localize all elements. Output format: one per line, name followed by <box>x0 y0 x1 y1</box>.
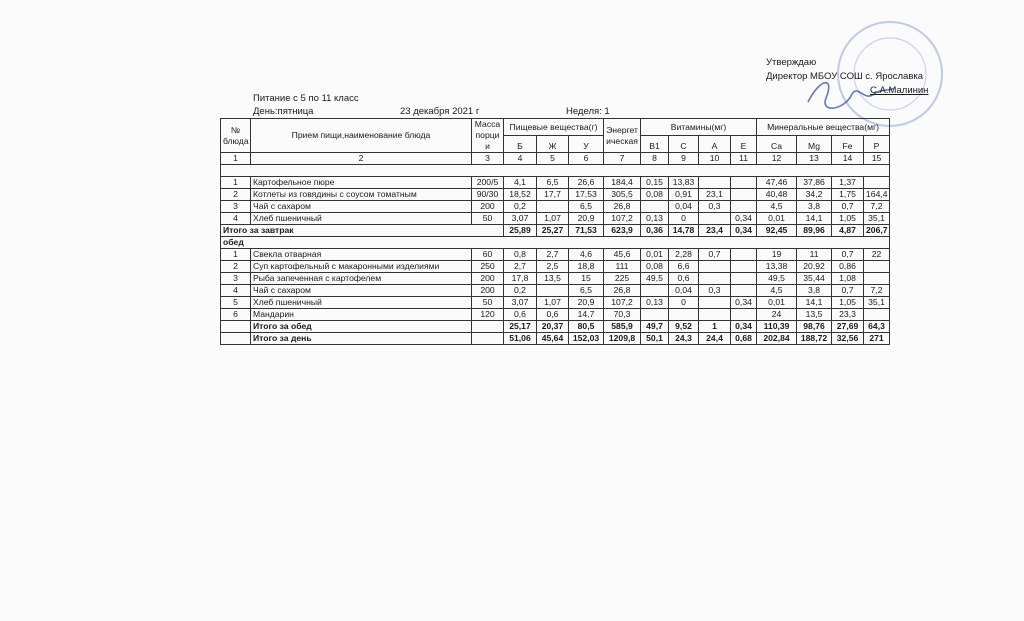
table-cell: 200 <box>472 201 504 213</box>
table-cell: 0,7 <box>832 285 864 297</box>
total-value: 1 <box>699 321 731 333</box>
table-cell: 0,7 <box>832 201 864 213</box>
table-cell: 23,1 <box>699 189 731 201</box>
table-cell: 17,7 <box>537 189 569 201</box>
table-cell: 26,6 <box>569 177 604 189</box>
table-cell: 20,92 <box>797 261 832 273</box>
table-cell: 200 <box>472 285 504 297</box>
col-index-cell: 9 <box>669 153 699 165</box>
col-index-cell: 8 <box>641 153 669 165</box>
table-cell: 35,44 <box>797 273 832 285</box>
dish-name: Чай с сахаром <box>251 201 472 213</box>
table-cell: 1,05 <box>832 213 864 225</box>
col-index-cell: 7 <box>604 153 641 165</box>
total-value: 20,37 <box>537 321 569 333</box>
table-cell: 1 <box>221 177 251 189</box>
table-cell: 0,8 <box>504 249 537 261</box>
col-energy-header: Энергетическая <box>604 119 641 153</box>
table-cell: 4,5 <box>757 285 797 297</box>
table-cell <box>537 201 569 213</box>
table-row <box>221 189 890 201</box>
table-cell <box>731 261 757 273</box>
table-cell: 13,83 <box>669 177 699 189</box>
total-value: 0,36 <box>641 225 669 237</box>
col-vitamins-header: Витамины(мг) <box>641 119 757 136</box>
col-index-cell: 10 <box>699 153 731 165</box>
table-cell: 14,1 <box>797 213 832 225</box>
table-cell: 3,8 <box>797 201 832 213</box>
table-row <box>221 201 890 213</box>
total-value: 188,72 <box>797 333 832 345</box>
col-minerals-header: Минеральные вещества(мг) <box>757 119 890 136</box>
table-cell: 26,8 <box>604 285 641 297</box>
table-cell: 0,7 <box>832 249 864 261</box>
table-cell: 250 <box>472 261 504 273</box>
table-cell: 0,04 <box>669 285 699 297</box>
total-value: 27,69 <box>832 321 864 333</box>
approval-block <box>766 56 928 98</box>
table-cell: 6,5 <box>537 177 569 189</box>
table-cell: 0,01 <box>641 249 669 261</box>
table-cell: 0,2 <box>504 201 537 213</box>
col-index-cell: 1 <box>221 153 251 165</box>
table-cell: 1,75 <box>832 189 864 201</box>
table-cell: 50 <box>472 297 504 309</box>
table-cell: 35,1 <box>864 297 890 309</box>
document-header <box>253 92 653 118</box>
table-cell: 2,5 <box>537 261 569 273</box>
table-cell: 6,6 <box>669 261 699 273</box>
table-cell: 1,07 <box>537 297 569 309</box>
table-cell: 0,34 <box>731 297 757 309</box>
dish-name: Суп картофельный с макаронными изделиями <box>251 261 472 273</box>
table-cell: 225 <box>604 273 641 285</box>
total-value: 202,84 <box>757 333 797 345</box>
total-value: 14,78 <box>669 225 699 237</box>
table-cell <box>699 261 731 273</box>
total-value: 152,03 <box>569 333 604 345</box>
table-row <box>221 177 890 189</box>
col-sub-header: С <box>669 136 699 153</box>
table-cell: 0,08 <box>641 261 669 273</box>
table-cell <box>221 321 251 333</box>
table-cell <box>699 309 731 321</box>
col-sub-header: В1 <box>641 136 669 153</box>
table-cell: 1,08 <box>832 273 864 285</box>
total-value: 49,7 <box>641 321 669 333</box>
table-cell <box>731 285 757 297</box>
total-value: 110,39 <box>757 321 797 333</box>
col-sub-header: Б <box>504 136 537 153</box>
total-value: 0,34 <box>731 321 757 333</box>
total-value: 23,4 <box>699 225 731 237</box>
table-cell <box>731 249 757 261</box>
col-index-cell: 14 <box>832 153 864 165</box>
table-cell: 7,2 <box>864 201 890 213</box>
approval-line-3: С.А.Малинин <box>870 85 929 96</box>
col-nutrients-header: Пищевые вещества(г) <box>504 119 604 136</box>
col-sub-header: Fe <box>832 136 864 153</box>
total-row <box>221 225 890 237</box>
table-cell: 3,07 <box>504 297 537 309</box>
total-value: 271 <box>864 333 890 345</box>
dish-name: Чай с сахаром <box>251 285 472 297</box>
table-cell: 70,3 <box>604 309 641 321</box>
total-value: 89,96 <box>797 225 832 237</box>
table-cell: 60 <box>472 249 504 261</box>
table-cell: 4,1 <box>504 177 537 189</box>
approval-line-1: Утверждаю <box>766 57 817 68</box>
dish-name: Картофельное пюре <box>251 177 472 189</box>
table-cell: 47,46 <box>757 177 797 189</box>
table-cell <box>699 213 731 225</box>
table-cell: 4,5 <box>757 201 797 213</box>
table-cell: 0,13 <box>641 213 669 225</box>
table-cell: 4,6 <box>569 249 604 261</box>
table-cell: 0,7 <box>699 249 731 261</box>
day-label: День:пятница <box>253 106 314 117</box>
table-cell <box>731 273 757 285</box>
total-value: 25,17 <box>504 321 537 333</box>
table-cell: 111 <box>604 261 641 273</box>
table-cell <box>641 285 669 297</box>
col-index-cell: 5 <box>537 153 569 165</box>
table-cell <box>472 321 504 333</box>
col-index-cell: 6 <box>569 153 604 165</box>
total-value: 92,45 <box>757 225 797 237</box>
col-index-cell: 3 <box>472 153 504 165</box>
table-cell: 0,3 <box>699 285 731 297</box>
table-cell <box>864 273 890 285</box>
table-cell: 20,9 <box>569 297 604 309</box>
table-cell: 90/30 <box>472 189 504 201</box>
table-cell: 40,48 <box>757 189 797 201</box>
table-cell: 14,1 <box>797 297 832 309</box>
total-value: 0,68 <box>731 333 757 345</box>
total-value: 32,56 <box>832 333 864 345</box>
table-cell: 13,38 <box>757 261 797 273</box>
table-cell: 0,6 <box>537 309 569 321</box>
table-cell: 1,05 <box>832 297 864 309</box>
table-cell: 200/5 <box>472 177 504 189</box>
table-cell: 50 <box>472 213 504 225</box>
table-cell: 0 <box>669 213 699 225</box>
page-title: Питание с 5 по 11 класс <box>253 93 359 104</box>
col-num-header: № блюда <box>221 119 251 153</box>
table-cell: 13,5 <box>537 273 569 285</box>
total-value: 25,27 <box>537 225 569 237</box>
table-cell: 0,91 <box>669 189 699 201</box>
section-row <box>221 237 890 249</box>
table-cell: 6 <box>221 309 251 321</box>
table-cell: 0,01 <box>757 213 797 225</box>
col-index-cell: 12 <box>757 153 797 165</box>
table-row <box>221 249 890 261</box>
table-cell: 0,13 <box>641 297 669 309</box>
dish-name: Рыба запеченная с картофелем <box>251 273 472 285</box>
table-cell: 107,2 <box>604 213 641 225</box>
table-row <box>221 273 890 285</box>
dish-name: Мандарин <box>251 309 472 321</box>
table-cell <box>641 309 669 321</box>
week-label: Неделя: 1 <box>566 106 610 117</box>
date-label: 23 декабря 2021 г <box>400 106 480 117</box>
total-row <box>221 333 890 345</box>
table-cell: 14,7 <box>569 309 604 321</box>
table-cell: 0,86 <box>832 261 864 273</box>
table-cell <box>864 177 890 189</box>
table-cell <box>641 201 669 213</box>
table-cell: 17,53 <box>569 189 604 201</box>
total-value: 64,3 <box>864 321 890 333</box>
table-cell: 305,5 <box>604 189 641 201</box>
total-label: Итого за обед <box>251 321 472 333</box>
table-row <box>221 213 890 225</box>
table-cell: 184,4 <box>604 177 641 189</box>
table-cell: 2 <box>221 189 251 201</box>
table-cell: 107,2 <box>604 297 641 309</box>
col-mass-header: Масса порции <box>472 119 504 153</box>
total-row <box>221 321 890 333</box>
total-value: 25,89 <box>504 225 537 237</box>
table-cell <box>864 261 890 273</box>
col-index-cell: 11 <box>731 153 757 165</box>
table-cell: 17,8 <box>504 273 537 285</box>
total-value: 206,7 <box>864 225 890 237</box>
total-value: 585,9 <box>604 321 641 333</box>
table-cell <box>731 309 757 321</box>
table-cell: 0,15 <box>641 177 669 189</box>
table-cell: 2 <box>221 261 251 273</box>
total-label: Итого за завтрак <box>221 225 504 237</box>
table-cell <box>731 177 757 189</box>
col-index-cell: 15 <box>864 153 890 165</box>
table-cell: 2,7 <box>504 261 537 273</box>
total-value: 45,64 <box>537 333 569 345</box>
total-value: 4,87 <box>832 225 864 237</box>
table-cell <box>864 309 890 321</box>
table-cell: 0,04 <box>669 201 699 213</box>
total-value: 50,1 <box>641 333 669 345</box>
table-cell: 18,8 <box>569 261 604 273</box>
dish-name: Хлеб пшеничный <box>251 297 472 309</box>
table-cell <box>472 333 504 345</box>
total-value: 9,52 <box>669 321 699 333</box>
table-cell: 37,86 <box>797 177 832 189</box>
total-value: 0,34 <box>731 225 757 237</box>
col-index-cell: 4 <box>504 153 537 165</box>
table-cell: 1 <box>221 249 251 261</box>
table-cell: 3,8 <box>797 285 832 297</box>
table-cell: 4 <box>221 213 251 225</box>
table-cell: 6,5 <box>569 201 604 213</box>
total-label: Итого за день <box>251 333 472 345</box>
table-cell: 5 <box>221 297 251 309</box>
table-cell: 0,34 <box>731 213 757 225</box>
table-cell <box>221 333 251 345</box>
table-cell: 0,2 <box>504 285 537 297</box>
total-value: 51,06 <box>504 333 537 345</box>
table-cell: 13,5 <box>797 309 832 321</box>
total-value: 71,53 <box>569 225 604 237</box>
total-value: 623,9 <box>604 225 641 237</box>
col-dish-header: Прием пищи,наименование блюда <box>251 119 472 153</box>
table-cell: 0 <box>669 297 699 309</box>
col-sub-header: P <box>864 136 890 153</box>
dish-name: Свекла отварная <box>251 249 472 261</box>
col-sub-header: Mg <box>797 136 832 153</box>
col-sub-header: Ж <box>537 136 569 153</box>
total-value: 80,5 <box>569 321 604 333</box>
table-row <box>221 309 890 321</box>
table-cell: 19 <box>757 249 797 261</box>
menu-table <box>220 118 890 345</box>
table-cell <box>699 273 731 285</box>
table-cell: 49,5 <box>757 273 797 285</box>
total-value: 1209,8 <box>604 333 641 345</box>
table-cell: 3,07 <box>504 213 537 225</box>
table-cell: 22 <box>864 249 890 261</box>
col-index-cell: 2 <box>251 153 472 165</box>
table-cell: 0,08 <box>641 189 669 201</box>
table-cell: 200 <box>472 273 504 285</box>
table-cell: 1,07 <box>537 213 569 225</box>
table-cell: 3 <box>221 273 251 285</box>
table-cell: 26,8 <box>604 201 641 213</box>
total-value: 24,3 <box>669 333 699 345</box>
table-cell: 4 <box>221 285 251 297</box>
table-cell <box>699 297 731 309</box>
table-cell: 11 <box>797 249 832 261</box>
table-cell: 34,2 <box>797 189 832 201</box>
col-sub-header: У <box>569 136 604 153</box>
table-cell: 35,1 <box>864 213 890 225</box>
table-cell: 2,28 <box>669 249 699 261</box>
col-sub-header: Е <box>731 136 757 153</box>
table-cell <box>699 177 731 189</box>
table-cell: 2,7 <box>537 249 569 261</box>
dish-name: Котлеты из говядины с соусом томатным <box>251 189 472 201</box>
table-cell: 0,6 <box>504 309 537 321</box>
table-cell: 164,4 <box>864 189 890 201</box>
table-cell: 0,3 <box>699 201 731 213</box>
total-value: 24,4 <box>699 333 731 345</box>
table-cell: 0,6 <box>669 273 699 285</box>
table-cell: 18,52 <box>504 189 537 201</box>
table-cell: 120 <box>472 309 504 321</box>
table-cell: 20,9 <box>569 213 604 225</box>
table-cell <box>731 201 757 213</box>
table-cell: 49,5 <box>641 273 669 285</box>
table-row <box>221 285 890 297</box>
spacer-row <box>221 165 890 177</box>
table-cell: 23,3 <box>832 309 864 321</box>
table-cell: 1,37 <box>832 177 864 189</box>
col-sub-header: А <box>699 136 731 153</box>
table-cell <box>731 189 757 201</box>
table-row <box>221 261 890 273</box>
dish-name: Хлеб пшеничный <box>251 213 472 225</box>
col-sub-header: Ca <box>757 136 797 153</box>
table-cell: 0,01 <box>757 297 797 309</box>
table-cell <box>537 285 569 297</box>
table-cell: 7,2 <box>864 285 890 297</box>
table-cell: 24 <box>757 309 797 321</box>
table-cell: 6,5 <box>569 285 604 297</box>
approval-line-2: Директор МБОУ СОШ с. Ярославка <box>766 71 924 82</box>
table-cell <box>669 309 699 321</box>
table-cell: 3 <box>221 201 251 213</box>
lunch-section-label: обед <box>221 237 890 249</box>
table-cell: 15 <box>569 273 604 285</box>
table-cell: 45,6 <box>604 249 641 261</box>
table-row <box>221 297 890 309</box>
col-index-cell: 13 <box>797 153 832 165</box>
total-value: 98,76 <box>797 321 832 333</box>
